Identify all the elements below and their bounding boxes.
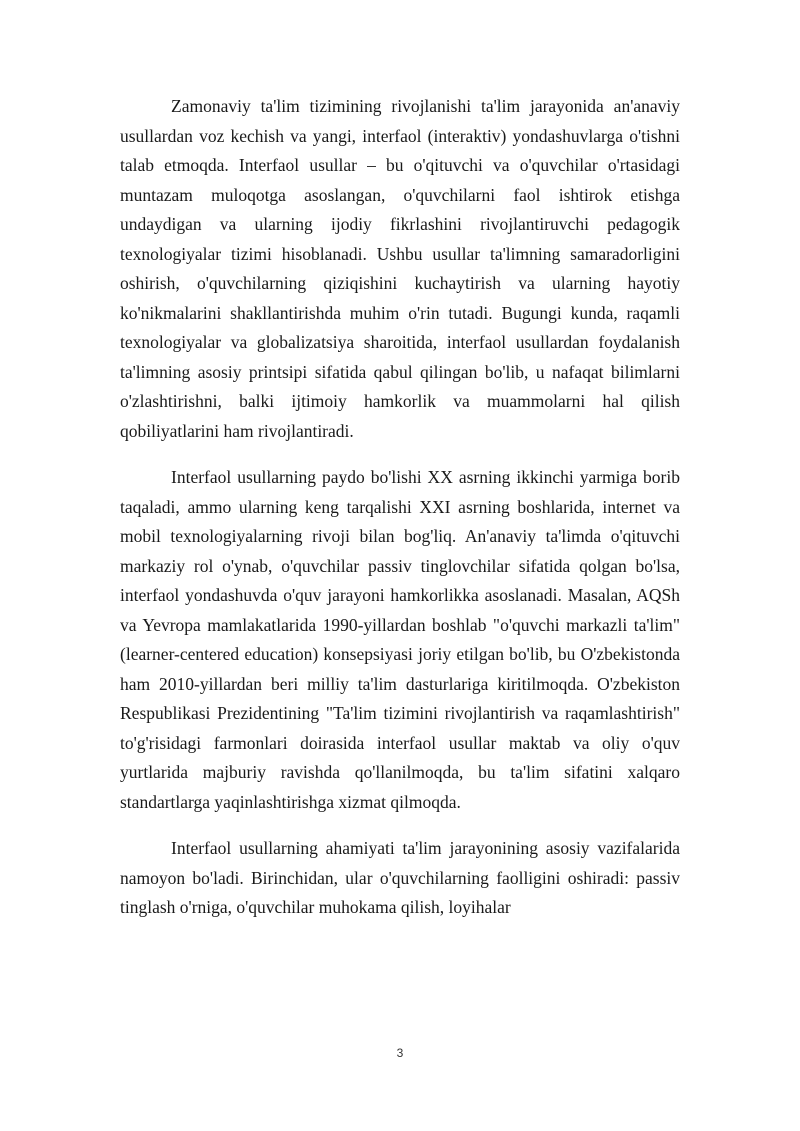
- paragraph-1: Zamonaviy ta'lim tizimining rivojlanishi ta'lim jarayonida an'anaviy usullardan voz kechish va yangi, interfaol (interaktiv) yondashuvlarga o'tishni talab etmoqda. Interfaol usullar – bu o'qituvchi va o'quvchilar o'rtasidagi muntazam muloqotga asoslangan, o'quvchilarni faol ishtirok etishga undaydigan va ularning ijodiy fikrlashini rivojlantiruvchi pedagogik texnologiyalar tizimi hisoblanadi. Ushbu usullar ta'limning samaradorligini oshirish, o'quvchilarning qiziqishini kuchaytirish va ularning hayotiy ko'nikmalarini shakllantirishda muhim o'rin tutadi. Bugungi kunda, raqamli texnologiyalar va globalizatsiya sharoitida, interfaol usullardan foydalanish ta'limning asosiy printsipi sifatida qabul qilingan bo'lib, u nafaqat bilimlarni o'zlashtirishni, balki ijtimoiy hamkorlik va muammolarni hal qilish qobiliyatlarini ham rivojlantiradi.: [120, 96, 680, 441]
- body-text: [120, 92, 680, 923]
- paragraph-3: Interfaol usullarning ahamiyati ta'lim jarayonining asosiy vazifalarida namoyon bo'ladi. Birinchidan, ular o'quvchilarning faolligini oshiradi: passiv tinglash o'rniga, o'quvchilar muhokama qilish, loyihalar: [120, 838, 680, 917]
- page-number: 3: [396, 1046, 404, 1060]
- paragraph-2: Interfaol usullarning paydo bo'lishi XX asrning ikkinchi yarmiga borib taqaladi, ammo ularning keng tarqalishi XXI asrning boshlarida, internet va mobil texnologiyalarning rivoji bilan bog'liq. An'anaviy ta'limda o'qituvchi markaziy rol o'ynab, o'quvchilar passiv tinglovchilar sifatida qolgan bo'lsa, interfaol yondashuvda o'quv jarayoni hamkorlikka asoslanadi. Masalan, AQSh va Yevropa mamlakatlarida 1990-yillardan boshlab "o'quvchi markazli ta'lim" (learner-centered education) konsepsiyasi joriy etilgan bo'lib, bu O'zbekistonda ham 2010-yillardan beri milliy ta'lim dasturlariga kiritilmoqda. O'zbekiston Respublikasi Prezidentining "Ta'lim tizimini rivojlantirish va raqamlashtirish" to'g'risidagi farmonlari doirasida interfaol usullar maktab va oliy o'quv yurtlarida majburiy ravishda qo'llanilmoqda, bu ta'lim sifatini xalqaro standartlarga yaqinlashtirishga xizmat qilmoqda.: [120, 467, 680, 812]
